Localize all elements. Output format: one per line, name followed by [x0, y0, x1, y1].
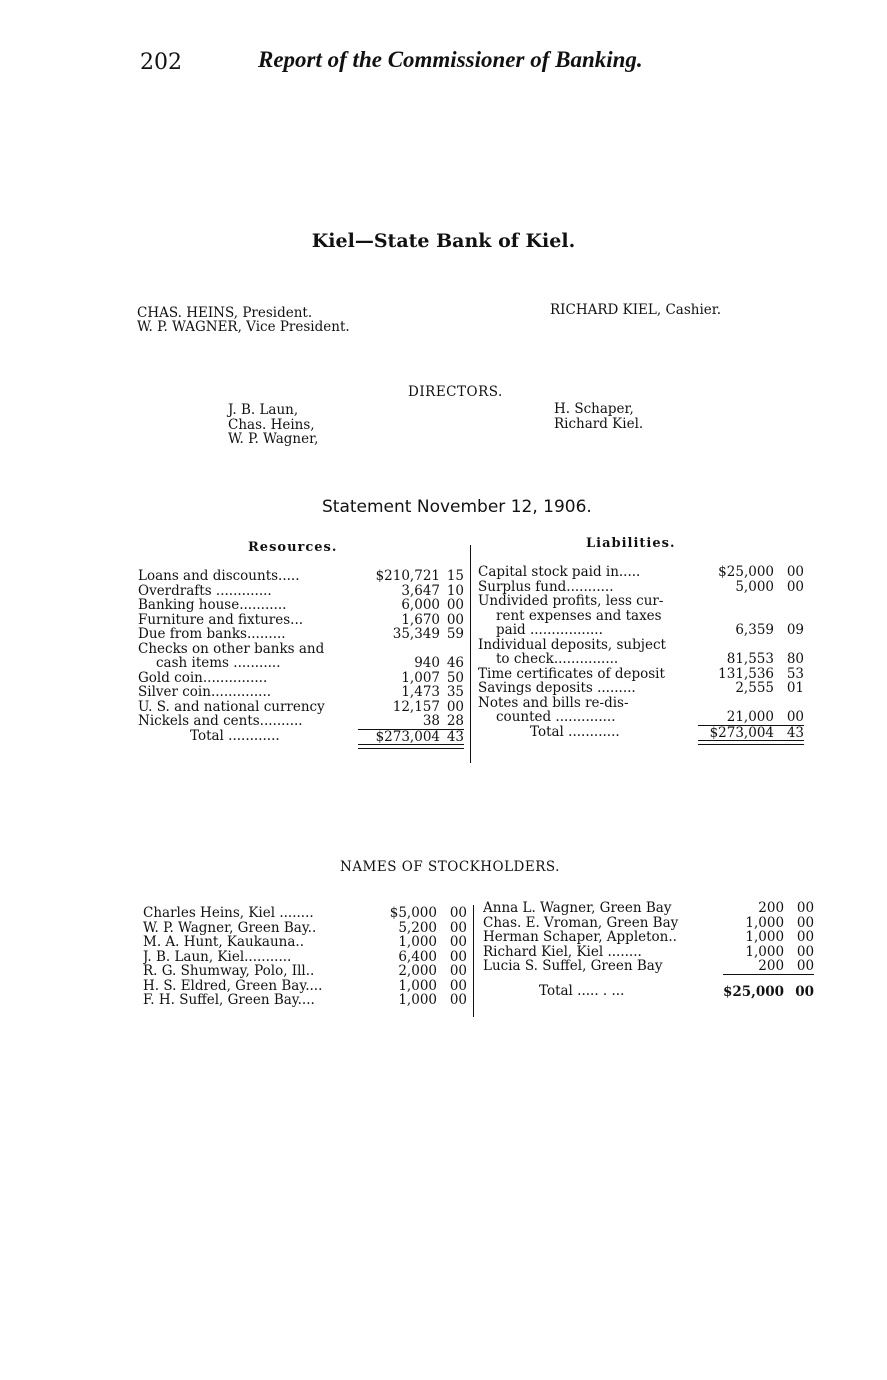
liability-row [478, 710, 804, 725]
row-cents [774, 609, 804, 624]
stockholder-cents: 00 [796, 900, 815, 916]
stockholder-cents: 00 [449, 992, 467, 1008]
stockholder-name: Lucia S. Suffel, Green Bay [483, 959, 663, 974]
director-name: J. B. Laun, [228, 402, 299, 418]
resources-table [138, 569, 464, 749]
stockholder-row [143, 993, 467, 1008]
row-cents: 09 [786, 622, 804, 638]
row-label: paid ................. [496, 623, 603, 638]
directors-left [228, 403, 318, 447]
directors-right [554, 402, 643, 431]
row-cents: 35 [446, 684, 464, 700]
director-name: H. Schaper, [554, 401, 634, 417]
stockholder-row [143, 979, 467, 994]
page-number: 202 [140, 50, 182, 75]
total-dollars: $273,004 [358, 729, 440, 745]
row-label: Capital stock paid in..... [478, 565, 641, 580]
column-divider [470, 545, 471, 763]
row-label: Banking house........... [138, 598, 287, 613]
row-cents: 00 [786, 709, 804, 725]
row-label: Savings deposits ......... [478, 681, 636, 696]
stockholder-name: H. S. Eldred, Green Bay.... [143, 978, 323, 993]
stockholder-name: Anna L. Wagner, Green Bay [483, 901, 672, 916]
resource-row [138, 671, 464, 686]
row-dollars: 940 [414, 655, 440, 671]
stockholder-name: W. P. Wagner, Green Bay.. [143, 920, 317, 935]
stockholder-dollars: 1,000 [398, 977, 437, 994]
row-label: Gold coin............... [138, 670, 268, 685]
stockholders-divider [473, 905, 474, 1017]
row-cents [774, 594, 804, 609]
row-dollars [698, 594, 774, 609]
total-dollars: $273,004 [698, 725, 774, 741]
row-cents: 00 [446, 597, 464, 613]
row-dollars: $210,721 [375, 568, 440, 584]
total-label: Total ............ [530, 725, 620, 740]
row-cents: 46 [446, 655, 464, 671]
row-dollars: 1,670 [401, 611, 440, 628]
row-cents [440, 642, 464, 657]
liabilities-table [478, 565, 804, 745]
stockholder-cents: 00 [449, 948, 467, 965]
total-row [478, 725, 804, 741]
double-rule [478, 741, 804, 745]
stockholder-cents: 00 [449, 977, 467, 994]
director-name: Richard Kiel. [554, 415, 644, 432]
row-cents: 00 [446, 698, 464, 715]
total-label: Total ..... . ... [539, 983, 625, 999]
row-dollars [358, 642, 440, 657]
row-label: to check............... [496, 652, 619, 667]
row-cents: 53 [786, 665, 804, 682]
stockholders-right-table [483, 901, 814, 999]
stockholder-dollars: 6,400 [398, 948, 437, 965]
stockholder-dollars: 2,000 [398, 963, 437, 979]
stockholders-left-table [143, 906, 467, 1008]
liabilities-heading: Liabilities. [586, 536, 676, 551]
stockholder-row [483, 916, 814, 931]
resource-row [138, 642, 464, 657]
row-label: Notes and bills re-dis- [478, 695, 629, 710]
row-label: Individual deposits, subject [478, 637, 666, 652]
row-dollars: 38 [422, 713, 440, 729]
stockholder-dollars: $5,000 [389, 905, 437, 921]
row-cents [774, 696, 804, 711]
liability-row [478, 580, 804, 595]
stockholder-name: Herman Schaper, Appleton.. [483, 930, 677, 945]
row-label: Loans and discounts..... [138, 569, 300, 584]
row-dollars: 21,000 [726, 709, 774, 725]
total-label: Total ............ [190, 729, 280, 744]
stockholders-heading: NAMES OF STOCKHOLDERS. [340, 859, 560, 875]
stockholder-name: Chas. E. Vroman, Green Bay [483, 915, 679, 930]
liability-row [478, 696, 804, 711]
row-cents: 00 [446, 611, 464, 628]
resource-row [138, 584, 464, 599]
statement-title: Statement November 12, 1906. [322, 497, 592, 517]
stockholder-name: J. B. Laun, Kiel........... [143, 949, 292, 964]
liability-row [478, 667, 804, 682]
stockholder-name: R. G. Shumway, Polo, Ill.. [143, 964, 315, 979]
row-cents: 00 [786, 564, 804, 580]
resource-row [138, 569, 464, 584]
stockholder-cents: 00 [449, 905, 467, 921]
row-dollars: 131,536 [718, 665, 774, 682]
running-title: Report of the Commissioner of Banking. [258, 47, 643, 72]
row-label: Undivided profits, less cur- [478, 594, 664, 609]
row-cents: 01 [786, 680, 804, 696]
row-cents: 28 [446, 713, 464, 729]
liability-row [478, 594, 804, 609]
stockholder-dollars: 1,000 [745, 929, 785, 945]
resource-row [138, 627, 464, 642]
row-cents: 10 [446, 582, 464, 599]
row-dollars: 35,349 [392, 626, 440, 642]
row-dollars: 12,157 [392, 698, 440, 715]
row-label: Nickels and cents.......... [138, 714, 303, 729]
liability-row [478, 652, 804, 667]
resource-row [138, 700, 464, 715]
director-name: W. P. Wagner, [228, 431, 319, 447]
resource-row [138, 613, 464, 628]
row-label: Surplus fund........... [478, 579, 614, 594]
stockholder-row [483, 901, 814, 916]
resource-row [138, 685, 464, 700]
liability-row [478, 681, 804, 696]
row-dollars [698, 638, 774, 653]
row-label: Furniture and fixtures... [138, 612, 304, 627]
resource-row [138, 714, 464, 729]
stockholder-row [143, 964, 467, 979]
row-label: counted .............. [496, 710, 616, 725]
row-cents: 80 [786, 651, 804, 667]
stockholder-cents: 00 [796, 914, 815, 931]
row-dollars: 5,000 [735, 578, 774, 595]
row-cents: 15 [446, 568, 464, 584]
row-label: Silver coin.............. [138, 685, 272, 700]
double-rule [138, 745, 464, 749]
stockholder-row [483, 959, 814, 974]
directors-heading: DIRECTORS. [408, 384, 503, 400]
bank-title: Kiel—State Bank of Kiel. [311, 230, 576, 252]
stockholder-cents: 00 [796, 943, 815, 960]
resource-row [138, 598, 464, 613]
row-dollars: 3,647 [401, 582, 440, 599]
stockholder-cents: 00 [796, 958, 815, 974]
row-dollars [698, 696, 774, 711]
stockholder-dollars: 200 [758, 900, 785, 916]
stockholder-cents: 00 [449, 963, 467, 979]
row-label: U. S. and national currency [138, 699, 325, 714]
row-dollars: 2,555 [735, 680, 774, 696]
stockholder-name: F. H. Suffel, Green Bay.... [143, 993, 315, 1008]
total-cents: 43 [440, 729, 464, 745]
row-dollars: 1,473 [401, 684, 440, 700]
row-dollars: 6,359 [735, 622, 774, 638]
row-cents: 00 [786, 578, 804, 595]
stockholder-row [143, 935, 467, 950]
total-row [138, 729, 464, 745]
stockholder-cents: 00 [449, 934, 467, 950]
stockholder-row [143, 921, 467, 936]
stockholder-dollars: 1,000 [398, 934, 437, 950]
row-label: Due from banks......... [138, 627, 286, 642]
stockholder-name: Charles Heins, Kiel ........ [143, 906, 314, 921]
row-cents [774, 638, 804, 653]
row-label: cash items ........... [156, 656, 281, 671]
president: CHAS. HEINS, President. [137, 305, 313, 321]
liability-row [478, 638, 804, 653]
liability-row [478, 609, 804, 624]
row-dollars: 1,007 [401, 669, 440, 686]
row-dollars: $25,000 [718, 564, 774, 580]
stockholder-cents: 00 [449, 919, 467, 936]
stockholder-name: Richard Kiel, Kiel ........ [483, 944, 642, 959]
stockholder-name: M. A. Hunt, Kaukauna.. [143, 935, 304, 950]
total-cents: 43 [774, 725, 804, 741]
stockholder-dollars: 1,000 [745, 943, 785, 960]
liability-row [478, 623, 804, 638]
row-dollars: 81,553 [726, 651, 774, 667]
stockholder-row [143, 906, 467, 921]
row-label: Time certificates of deposit [478, 666, 665, 681]
stockholder-row [143, 950, 467, 965]
row-cents: 59 [446, 626, 464, 642]
stockholder-row [483, 945, 814, 960]
stockholder-row [483, 930, 814, 945]
stockholder-dollars: 1,000 [745, 914, 785, 931]
resources-heading: Resources. [248, 540, 338, 555]
director-name: Chas. Heins, [228, 416, 315, 433]
total-cents: 00 [784, 974, 814, 999]
cashier: RICHARD KIEL, Cashier. [550, 302, 722, 318]
row-label: Overdrafts ............. [138, 583, 272, 598]
row-dollars: 6,000 [401, 597, 440, 613]
stockholder-dollars: 5,200 [398, 919, 437, 936]
stockholders-total-row [483, 974, 814, 999]
row-cents: 50 [446, 669, 464, 686]
row-label: rent expenses and taxes [496, 608, 662, 623]
vice-president: W. P. WAGNER, Vice President. [137, 319, 350, 335]
resource-row [138, 656, 464, 671]
liability-row [478, 565, 804, 580]
row-label: Checks on other banks and [138, 641, 325, 656]
stockholder-cents: 00 [796, 929, 815, 945]
stockholder-dollars: 1,000 [398, 992, 437, 1008]
row-dollars [698, 609, 774, 624]
stockholder-dollars: 200 [758, 958, 785, 974]
total-dollars: $25,000 [723, 974, 784, 999]
